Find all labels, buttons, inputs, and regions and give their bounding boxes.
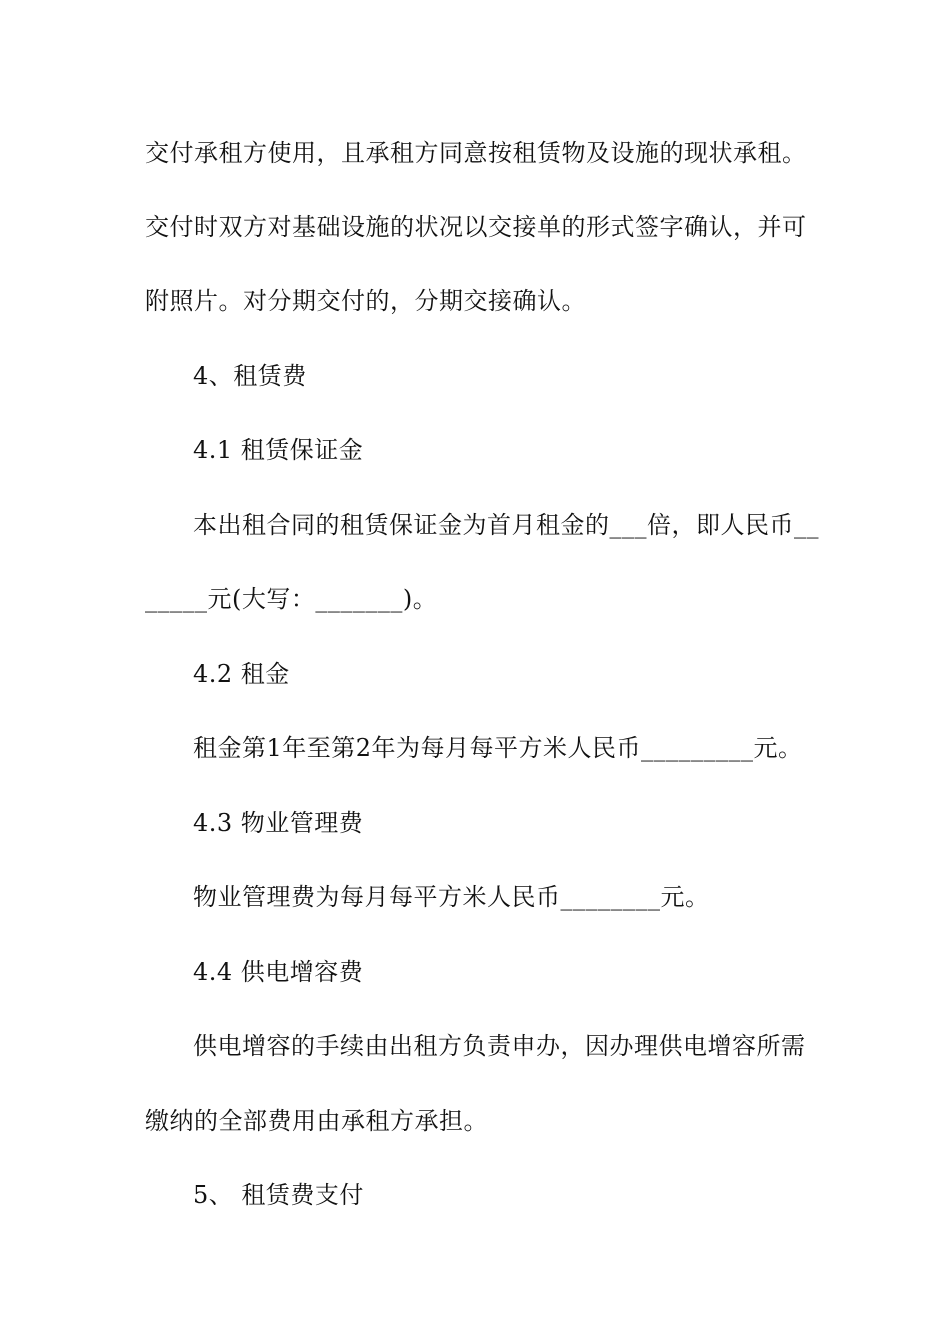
section-heading: 5、 租赁费支付 bbox=[193, 1181, 364, 1209]
paragraph-line: 附照片。对分期交付的，分期交接确认。 bbox=[145, 287, 586, 315]
paragraph-line: 交付时双方对基础设施的状况以交接单的形式签字确认，并可 bbox=[145, 213, 807, 241]
subsection-heading: 4.1 租赁保证金 bbox=[193, 436, 364, 464]
paragraph-line: 供电增容的手续由出租方负责申办，因办理供电增容所需 bbox=[193, 1032, 806, 1060]
subsection-heading: 4.4 供电增容费 bbox=[193, 958, 364, 986]
paragraph-line: 缴纳的全部费用由承租方承担。 bbox=[145, 1107, 488, 1135]
section-heading: 4、租赁费 bbox=[193, 362, 307, 390]
subsection-heading: 4.2 租金 bbox=[193, 660, 290, 688]
paragraph-line: 租金第1年至第2年为每月每平方米人民币_________元。 bbox=[193, 734, 803, 762]
paragraph-line: _____元(大写：_______)。 bbox=[145, 585, 438, 613]
paragraph-line: 物业管理费为每月每平方米人民币________元。 bbox=[193, 883, 710, 911]
subsection-heading: 4.3 物业管理费 bbox=[193, 809, 364, 837]
paragraph-line: 交付承租方使用，且承租方同意按租赁物及设施的现状承租。 bbox=[145, 139, 807, 167]
paragraph-line: 本出租合同的租赁保证金为首月租金的___倍，即人民币__ bbox=[193, 511, 819, 539]
